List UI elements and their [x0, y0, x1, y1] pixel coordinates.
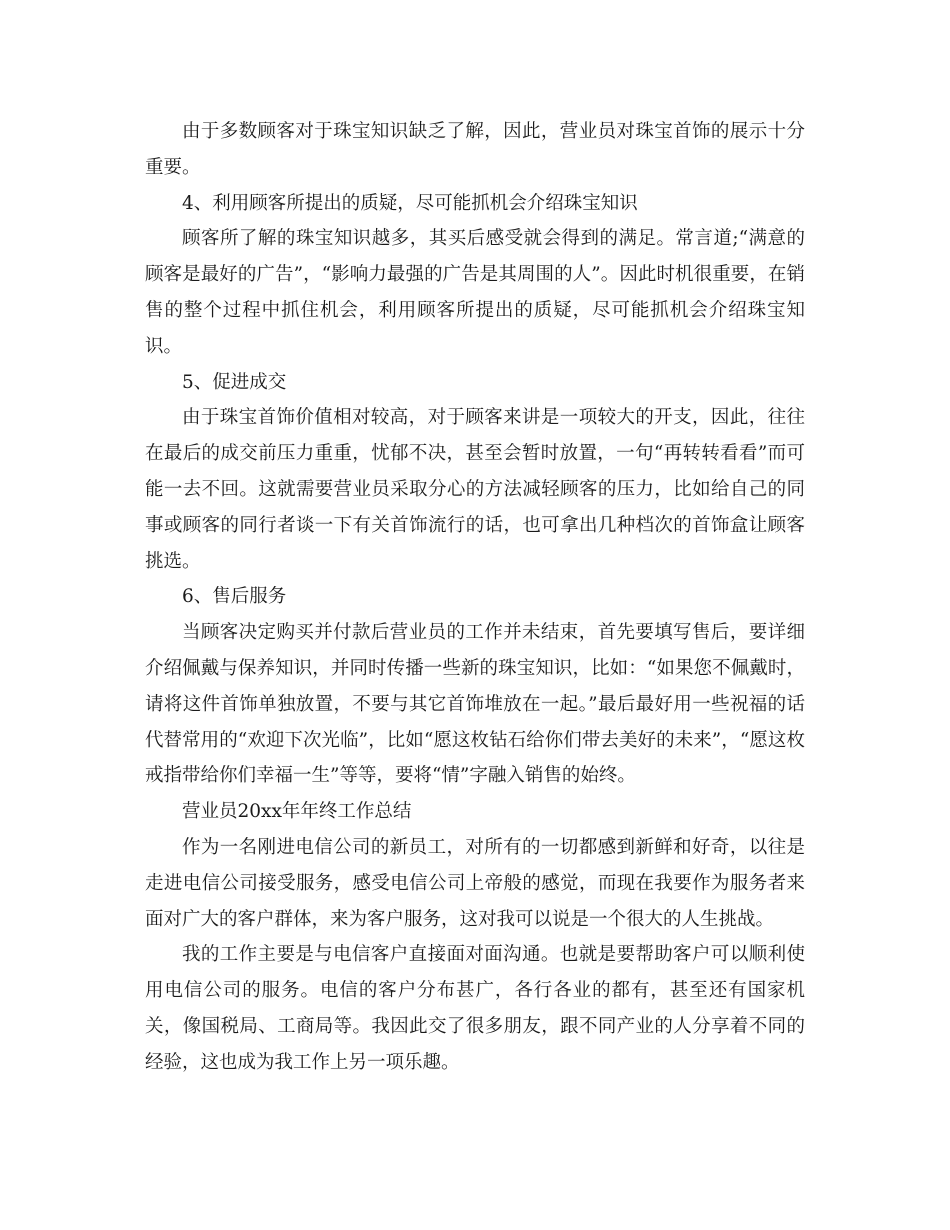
paragraph-work-duties: 我的工作主要是与电信客户直接面对面沟通。也就是要帮助客户可以顺利使用电信公司的服务。电信的客户分布甚广，各行各业的都有，甚至还有国家机关，像国税局、工商局等。我因此交了很多朋友，跟不同产业的人分享着不同的经验，这也成为我工作上另一项乐趣。: [145, 944, 805, 1073]
heading-4-introduce-knowledge: 4、利用顾客所提出的质疑，尽可能抓机会介绍珠宝知识: [182, 192, 638, 214]
paragraph-new-employee: 作为一名刚进电信公司的新员工，对所有的一切都感到新鲜和好奇，以往是走进电信公司接受服务，感受电信公司上帝般的感觉，而现在我要作为服务者来面对广大的客户群体，来为客户服务，这对我可以说是一个很大的人生挑战。: [145, 836, 805, 930]
paragraph-close-deal: 由于珠宝首饰价值相对较高，对于顾客来讲是一项较大的开支，因此，往往在最后的成交前压力重重，忧郁不决，甚至会暂时放置，一句“再转转看看”而可能一去不回。这就需要营业员采取分心的方法减轻顾客的压力，比如给自己的同事或顾客的同行者谈一下有关首饰流行的话，也可拿出几种档次的首饰盒让顾客挑选。: [145, 407, 805, 572]
heading-5-close-deal: 5、促进成交: [182, 371, 287, 393]
section-title-year-end-summary: 营业员20xx年年终工作总结: [182, 801, 412, 823]
paragraph-display-importance: 由于多数顾客对于珠宝知识缺乏了解，因此，营业员对珠宝首饰的展示十分重要。: [145, 121, 805, 178]
paragraph-customer-knowledge: 顾客所了解的珠宝知识越多，其买后感受就会得到的满足。常言道;“满意的顾客是最好的广告”，“影响力最强的广告是其周围的人”。因此时机很重要，在销售的整个过程中抓住机会，利用顾客所提出的质疑，尽可能抓机会介绍珠宝知识。: [145, 228, 805, 357]
paragraph-after-sales: 当顾客决定购买并付款后营业员的工作并未结束，首先要填写售后，要详细介绍佩戴与保养知识，并同时传播一些新的珠宝知识，比如：“如果您不佩戴时，请将这件首饰单独放置，不要与其它首饰堆放在一起。”最后最好用一些祝福的话代替常用的“欢迎下次光临”，比如“愿这枚钻石给你们带去美好的未来”，“愿这枚戒指带给你们幸福一生”等等，要将“情”字融入销售的始终。: [145, 622, 805, 787]
document-body: [145, 114, 805, 1081]
heading-6-after-sales: 6、售后服务: [182, 586, 287, 608]
